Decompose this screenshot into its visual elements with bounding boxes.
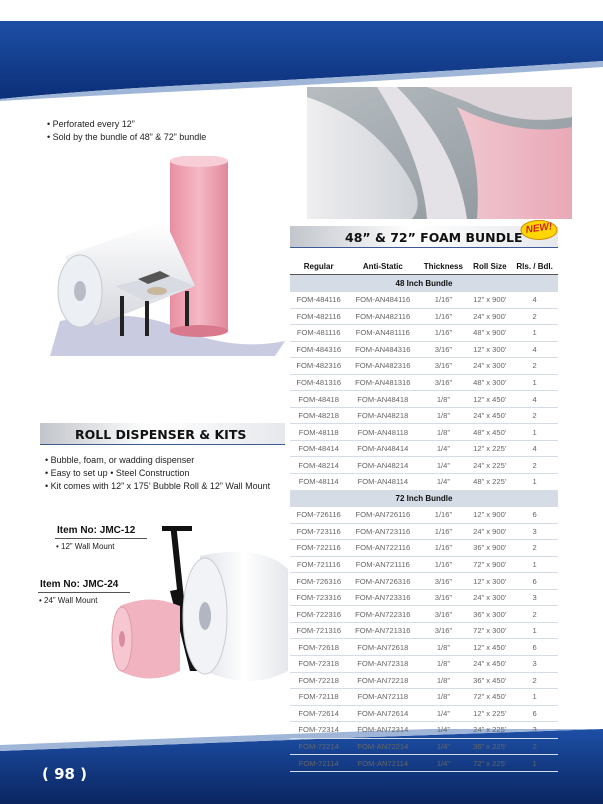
table-row: [290, 424, 558, 441]
table-row: [290, 440, 558, 457]
cell-rolls-per-bundle: 6: [511, 507, 558, 524]
cell-roll-size: 72” x 450’: [468, 689, 511, 706]
cell-anti-static: FOM-AN481116: [347, 325, 418, 342]
foam-feature-item: • Sold by the bundle of 48” & 72” bundle: [47, 131, 206, 144]
foam-closeup-photo: [307, 87, 572, 219]
col-header-roll-size: Roll Size: [468, 260, 511, 275]
cell-rolls-per-bundle: 1: [511, 424, 558, 441]
cell-anti-static: FOM-AN48414: [347, 440, 418, 457]
cell-thickness: 1/16”: [418, 291, 468, 308]
table-row: [290, 689, 558, 706]
table-row: [290, 540, 558, 557]
cell-roll-size: 36” x 225’: [468, 738, 511, 755]
cell-roll-size: 36” x 450’: [468, 672, 511, 689]
table-row: [290, 622, 558, 639]
cell-rolls-per-bundle: 1: [511, 325, 558, 342]
cell-rolls-per-bundle: 1: [511, 374, 558, 391]
cell-anti-static: FOM-AN72218: [347, 672, 418, 689]
cell-roll-size: 72” x 900’: [468, 556, 511, 573]
cell-roll-size: 36” x 900’: [468, 540, 511, 557]
cell-thickness: 3/16”: [418, 573, 468, 590]
cell-thickness: 1/8”: [418, 689, 468, 706]
cell-roll-size: 12” x 225’: [468, 440, 511, 457]
col-header-anti-static: Anti-Static: [347, 260, 418, 275]
cell-roll-size: 36” x 300’: [468, 606, 511, 623]
table-row: [290, 639, 558, 656]
cell-rolls-per-bundle: 2: [511, 672, 558, 689]
cell-roll-size: 12” x 900’: [468, 291, 511, 308]
cell-rolls-per-bundle: 6: [511, 639, 558, 656]
new-badge-label: NEW!: [525, 221, 553, 237]
cell-rolls-per-bundle: 2: [511, 738, 558, 755]
cell-anti-static: FOM-AN726316: [347, 573, 418, 590]
table-row: [290, 672, 558, 689]
cell-regular: FOM-723316: [290, 589, 347, 606]
cell-roll-size: 72” x 225’: [468, 755, 511, 772]
table-row: [290, 738, 558, 755]
cell-regular: FOM-482116: [290, 308, 347, 325]
table-row: [290, 374, 558, 391]
table-row: [290, 556, 558, 573]
table-row: [290, 358, 558, 375]
cell-anti-static: FOM-AN721116: [347, 556, 418, 573]
cell-roll-size: 24” x 450’: [468, 656, 511, 673]
item-number-jmc24: Item No: JMC-24: [40, 579, 119, 591]
cell-regular: FOM-72318: [290, 656, 347, 673]
cell-roll-size: 12” x 225’: [468, 705, 511, 722]
table-body: [290, 275, 558, 771]
cell-anti-static: FOM-AN721316: [347, 622, 418, 639]
cell-roll-size: 48” x 450’: [468, 424, 511, 441]
table-group-row: [290, 275, 558, 292]
cell-rolls-per-bundle: 4: [511, 440, 558, 457]
table-row: [290, 407, 558, 424]
roll-section-title: ROLL DISPENSER & KITS: [75, 427, 247, 443]
dispenser-photo: [110, 521, 290, 691]
new-badge: [519, 219, 559, 241]
cell-roll-size: 24” x 300’: [468, 358, 511, 375]
table-group-row: [290, 490, 558, 507]
roll-feature-item: • Easy to set up • Steel Construction: [45, 467, 270, 480]
cell-regular: FOM-48114: [290, 474, 347, 491]
cell-regular: FOM-481316: [290, 374, 347, 391]
cell-rolls-per-bundle: 2: [511, 540, 558, 557]
cell-rolls-per-bundle: 4: [511, 391, 558, 408]
cell-roll-size: 24” x 450’: [468, 407, 511, 424]
table-row: [290, 308, 558, 325]
cell-regular: FOM-726316: [290, 573, 347, 590]
cell-anti-static: FOM-AN72618: [347, 639, 418, 656]
cell-regular: FOM-48218: [290, 407, 347, 424]
cell-rolls-per-bundle: 2: [511, 457, 558, 474]
foam-feature-list: [47, 118, 206, 144]
table-row: [290, 589, 558, 606]
cell-thickness: 3/16”: [418, 358, 468, 375]
cell-thickness: 1/16”: [418, 507, 468, 524]
cell-anti-static: FOM-AN72118: [347, 689, 418, 706]
cell-anti-static: FOM-AN48218: [347, 407, 418, 424]
cell-anti-static: FOM-AN72614: [347, 705, 418, 722]
cell-rolls-per-bundle: 3: [511, 722, 558, 739]
cell-rolls-per-bundle: 2: [511, 606, 558, 623]
cell-roll-size: 12” x 450’: [468, 639, 511, 656]
col-header-regular: Regular: [290, 260, 347, 275]
cell-anti-static: FOM-AN72214: [347, 738, 418, 755]
cell-anti-static: FOM-AN72318: [347, 656, 418, 673]
cell-thickness: 1/8”: [418, 391, 468, 408]
cell-anti-static: FOM-AN72114: [347, 755, 418, 772]
cell-regular: FOM-72118: [290, 689, 347, 706]
table-group-label: 48 Inch Bundle: [290, 275, 558, 292]
cell-regular: FOM-72214: [290, 738, 347, 755]
cell-thickness: 1/16”: [418, 325, 468, 342]
cell-roll-size: 48” x 300’: [468, 374, 511, 391]
cell-roll-size: 72” x 300’: [468, 622, 511, 639]
cell-roll-size: 12” x 900’: [468, 507, 511, 524]
cell-regular: FOM-72314: [290, 722, 347, 739]
cell-regular: FOM-721116: [290, 556, 347, 573]
cell-thickness: 1/16”: [418, 523, 468, 540]
cell-rolls-per-bundle: 1: [511, 474, 558, 491]
cell-thickness: 1/8”: [418, 656, 468, 673]
cell-regular: FOM-48418: [290, 391, 347, 408]
foam-feature-item: • Perforated every 12”: [47, 118, 206, 131]
table-row: [290, 523, 558, 540]
cell-rolls-per-bundle: 4: [511, 341, 558, 358]
cell-rolls-per-bundle: 1: [511, 622, 558, 639]
cell-anti-static: FOM-AN482316: [347, 358, 418, 375]
cell-regular: FOM-484316: [290, 341, 347, 358]
cell-thickness: 3/16”: [418, 622, 468, 639]
table-header-row: [290, 260, 558, 275]
cell-regular: FOM-72618: [290, 639, 347, 656]
cell-thickness: 1/4”: [418, 722, 468, 739]
table-row: [290, 573, 558, 590]
cell-anti-static: FOM-AN723316: [347, 589, 418, 606]
cell-roll-size: 24” x 900’: [468, 523, 511, 540]
table-row: [290, 291, 558, 308]
cell-anti-static: FOM-AN48118: [347, 424, 418, 441]
bundle-section-title: 48” & 72” FOAM BUNDLE: [345, 230, 523, 246]
cell-rolls-per-bundle: 1: [511, 755, 558, 772]
table-row: [290, 705, 558, 722]
table-row: [290, 606, 558, 623]
cell-roll-size: 24” x 900’: [468, 308, 511, 325]
cell-regular: FOM-723116: [290, 523, 347, 540]
roll-section-bar: [40, 423, 285, 445]
cell-roll-size: 12” x 300’: [468, 341, 511, 358]
cell-regular: FOM-72218: [290, 672, 347, 689]
cell-thickness: 1/8”: [418, 407, 468, 424]
cell-roll-size: 12” x 450’: [468, 391, 511, 408]
roll-feature-item: • Kit comes with 12” x 175’ Bubble Roll & 12” Wall Mount: [45, 480, 270, 493]
cell-anti-static: FOM-AN48214: [347, 457, 418, 474]
table-row: [290, 656, 558, 673]
cell-regular: FOM-72114: [290, 755, 347, 772]
item-number-jmc12: Item No: JMC-12: [57, 525, 136, 537]
cell-thickness: 1/4”: [418, 738, 468, 755]
cell-roll-size: 24” x 225’: [468, 722, 511, 739]
cell-roll-size: 24” x 225’: [468, 457, 511, 474]
cell-thickness: 1/8”: [418, 424, 468, 441]
cell-thickness: 1/8”: [418, 672, 468, 689]
cell-anti-static: FOM-AN722116: [347, 540, 418, 557]
cell-regular: FOM-72614: [290, 705, 347, 722]
bundle-section-bar: [290, 226, 558, 248]
cell-rolls-per-bundle: 3: [511, 656, 558, 673]
table-row: [290, 391, 558, 408]
cell-thickness: 1/16”: [418, 540, 468, 557]
cell-anti-static: FOM-AN722316: [347, 606, 418, 623]
cell-anti-static: FOM-AN723116: [347, 523, 418, 540]
table-row: [290, 325, 558, 342]
cell-thickness: 1/4”: [418, 705, 468, 722]
cell-thickness: 1/4”: [418, 474, 468, 491]
table-row: [290, 507, 558, 524]
cell-rolls-per-bundle: 2: [511, 358, 558, 375]
cell-roll-size: 48” x 225’: [468, 474, 511, 491]
cell-regular: FOM-722316: [290, 606, 347, 623]
item-note-jmc12: • 12” Wall Mount: [56, 542, 115, 552]
cell-thickness: 1/4”: [418, 755, 468, 772]
table-row: [290, 457, 558, 474]
col-header-thickness: Thickness: [418, 260, 468, 275]
cell-rolls-per-bundle: 1: [511, 556, 558, 573]
table-row: [290, 474, 558, 491]
cell-regular: FOM-481116: [290, 325, 347, 342]
foam-rolls-photo: [45, 156, 290, 356]
cell-thickness: 1/16”: [418, 308, 468, 325]
cell-roll-size: 24” x 300’: [468, 589, 511, 606]
cell-anti-static: FOM-AN72314: [347, 722, 418, 739]
cell-regular: FOM-484116: [290, 291, 347, 308]
col-header-rolls-per-bundle: Rls. / Bdl.: [511, 260, 558, 275]
cell-regular: FOM-48414: [290, 440, 347, 457]
cell-rolls-per-bundle: 6: [511, 573, 558, 590]
cell-rolls-per-bundle: 6: [511, 705, 558, 722]
table-row: [290, 755, 558, 772]
cell-roll-size: 12” x 300’: [468, 573, 511, 590]
cell-roll-size: 48” x 900’: [468, 325, 511, 342]
cell-thickness: 3/16”: [418, 606, 468, 623]
table-group-label: 72 Inch Bundle: [290, 490, 558, 507]
cell-regular: FOM-48118: [290, 424, 347, 441]
cell-anti-static: FOM-AN482116: [347, 308, 418, 325]
cell-thickness: 1/8”: [418, 639, 468, 656]
cell-regular: FOM-726116: [290, 507, 347, 524]
cell-rolls-per-bundle: 3: [511, 523, 558, 540]
cell-anti-static: FOM-AN484316: [347, 341, 418, 358]
cell-anti-static: FOM-AN48114: [347, 474, 418, 491]
cell-thickness: 3/16”: [418, 341, 468, 358]
cell-thickness: 1/4”: [418, 457, 468, 474]
roll-feature-item: • Bubble, foam, or wadding dispenser: [45, 454, 270, 467]
table-row: [290, 722, 558, 739]
cell-anti-static: FOM-AN48418: [347, 391, 418, 408]
table-row: [290, 341, 558, 358]
cell-anti-static: FOM-AN484116: [347, 291, 418, 308]
cell-rolls-per-bundle: 3: [511, 589, 558, 606]
cell-thickness: 3/16”: [418, 589, 468, 606]
cell-regular: FOM-721316: [290, 622, 347, 639]
cell-rolls-per-bundle: 2: [511, 308, 558, 325]
bundle-spec-table: [290, 260, 558, 771]
cell-regular: FOM-482316: [290, 358, 347, 375]
cell-regular: FOM-48214: [290, 457, 347, 474]
cell-thickness: 3/16”: [418, 374, 468, 391]
cell-anti-static: FOM-AN726116: [347, 507, 418, 524]
roll-feature-list: [45, 454, 270, 493]
cell-regular: FOM-722116: [290, 540, 347, 557]
page-number: ( 98 ): [42, 765, 88, 784]
cell-rolls-per-bundle: 1: [511, 689, 558, 706]
cell-thickness: 1/16”: [418, 556, 468, 573]
cell-rolls-per-bundle: 4: [511, 291, 558, 308]
item-note-jmc24: • 24” Wall Mount: [39, 596, 98, 606]
cell-anti-static: FOM-AN481316: [347, 374, 418, 391]
cell-rolls-per-bundle: 2: [511, 407, 558, 424]
cell-thickness: 1/4”: [418, 440, 468, 457]
